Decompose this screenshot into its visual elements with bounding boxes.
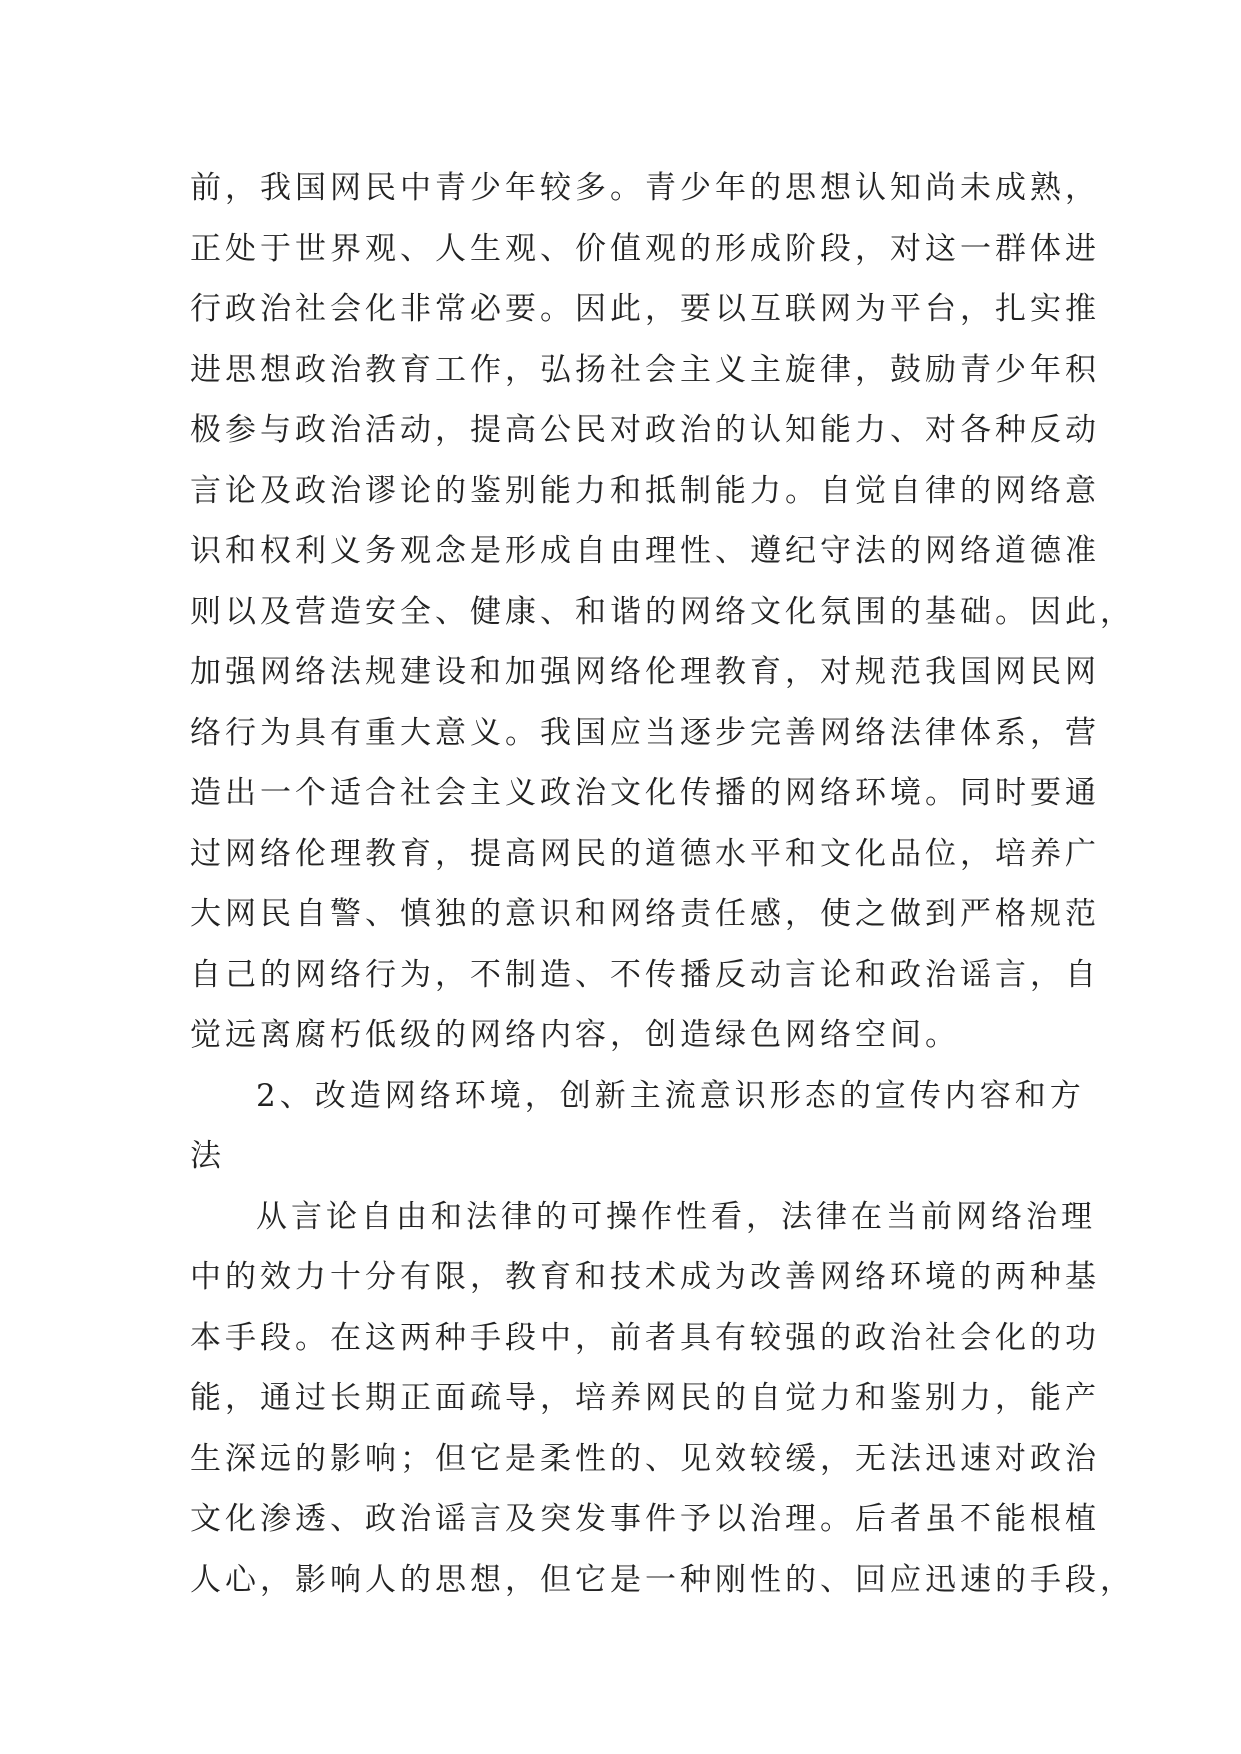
text-line: 觉远离腐朽低级的网络内容，创造绿色网络空间。 [190, 1017, 960, 1053]
text-line: 加强网络法规建设和加强网络伦理教育，对规范我国网民网 [190, 654, 1100, 690]
document-body [190, 158, 1135, 1610]
text-line: 自己的网络行为，不制造、不传播反动言论和政治谣言，自 [190, 956, 1100, 993]
text-line: 生深远的影响；但它是柔性的、见效较缓，无法迅速对政治 [190, 1440, 1100, 1477]
text-line: 人心，影响人的思想，但它是一种刚性的、回应迅速的手段， [190, 1561, 1135, 1598]
text-line: 本手段。在这两种手段中，前者具有较强的政治社会化的功 [190, 1319, 1100, 1356]
section-heading [190, 1066, 1085, 1187]
text-line: 中的效力十分有限，教育和技术成为改善网络环境的两种基 [190, 1259, 1100, 1295]
text-line: 识和权利义务观念是形成自由理性、遵纪守法的网络道德准 [190, 533, 1100, 569]
text-line: 行政治社会化非常必要。因此，要以互联网为平台，扎实推 [190, 291, 1100, 327]
text-line: 造出一个适合社会主义政治文化传播的网络环境。同时要通 [190, 775, 1100, 811]
text-line: 正处于世界观、人生观、价值观的形成阶段，对这一群体进 [190, 230, 1100, 267]
text-line: 文化渗透、政治谣言及突发事件予以治理。后者虽不能根植 [190, 1501, 1100, 1537]
text-line: 从言论自由和法律的可操作性看，法律在当前网络治理 [256, 1198, 1096, 1235]
heading-line: 2、改造网络环境，创新主流意识形态的宣传内容和方 [256, 1077, 1085, 1114]
text-line: 络行为具有重大意义。我国应当逐步完善网络法律体系，营 [190, 714, 1100, 751]
heading-line: 法 [190, 1138, 225, 1174]
text-line: 大网民自警、慎独的意识和网络责任感，使之做到严格规范 [190, 896, 1100, 932]
text-line: 言论及政治谬论的鉴别能力和抵制能力。自觉自律的网络意 [190, 472, 1100, 509]
paragraph-1 [190, 158, 1135, 1066]
text-line: 前，我国网民中青少年较多。青少年的思想认知尚未成熟， [190, 170, 1100, 206]
text-line: 极参与政治活动，提高公民对政治的认知能力、对各种反动 [190, 412, 1100, 448]
text-line: 过网络伦理教育，提高网民的道德水平和文化品位，培养广 [190, 835, 1100, 872]
text-line: 则以及营造安全、健康、和谐的网络文化氛围的基础。因此， [190, 593, 1135, 630]
paragraph-2 [190, 1187, 1135, 1611]
text-line: 进思想政治教育工作，弘扬社会主义主旋律，鼓励青少年积 [190, 351, 1100, 388]
text-line: 能，通过长期正面疏导，培养网民的自觉力和鉴别力，能产 [190, 1380, 1100, 1416]
